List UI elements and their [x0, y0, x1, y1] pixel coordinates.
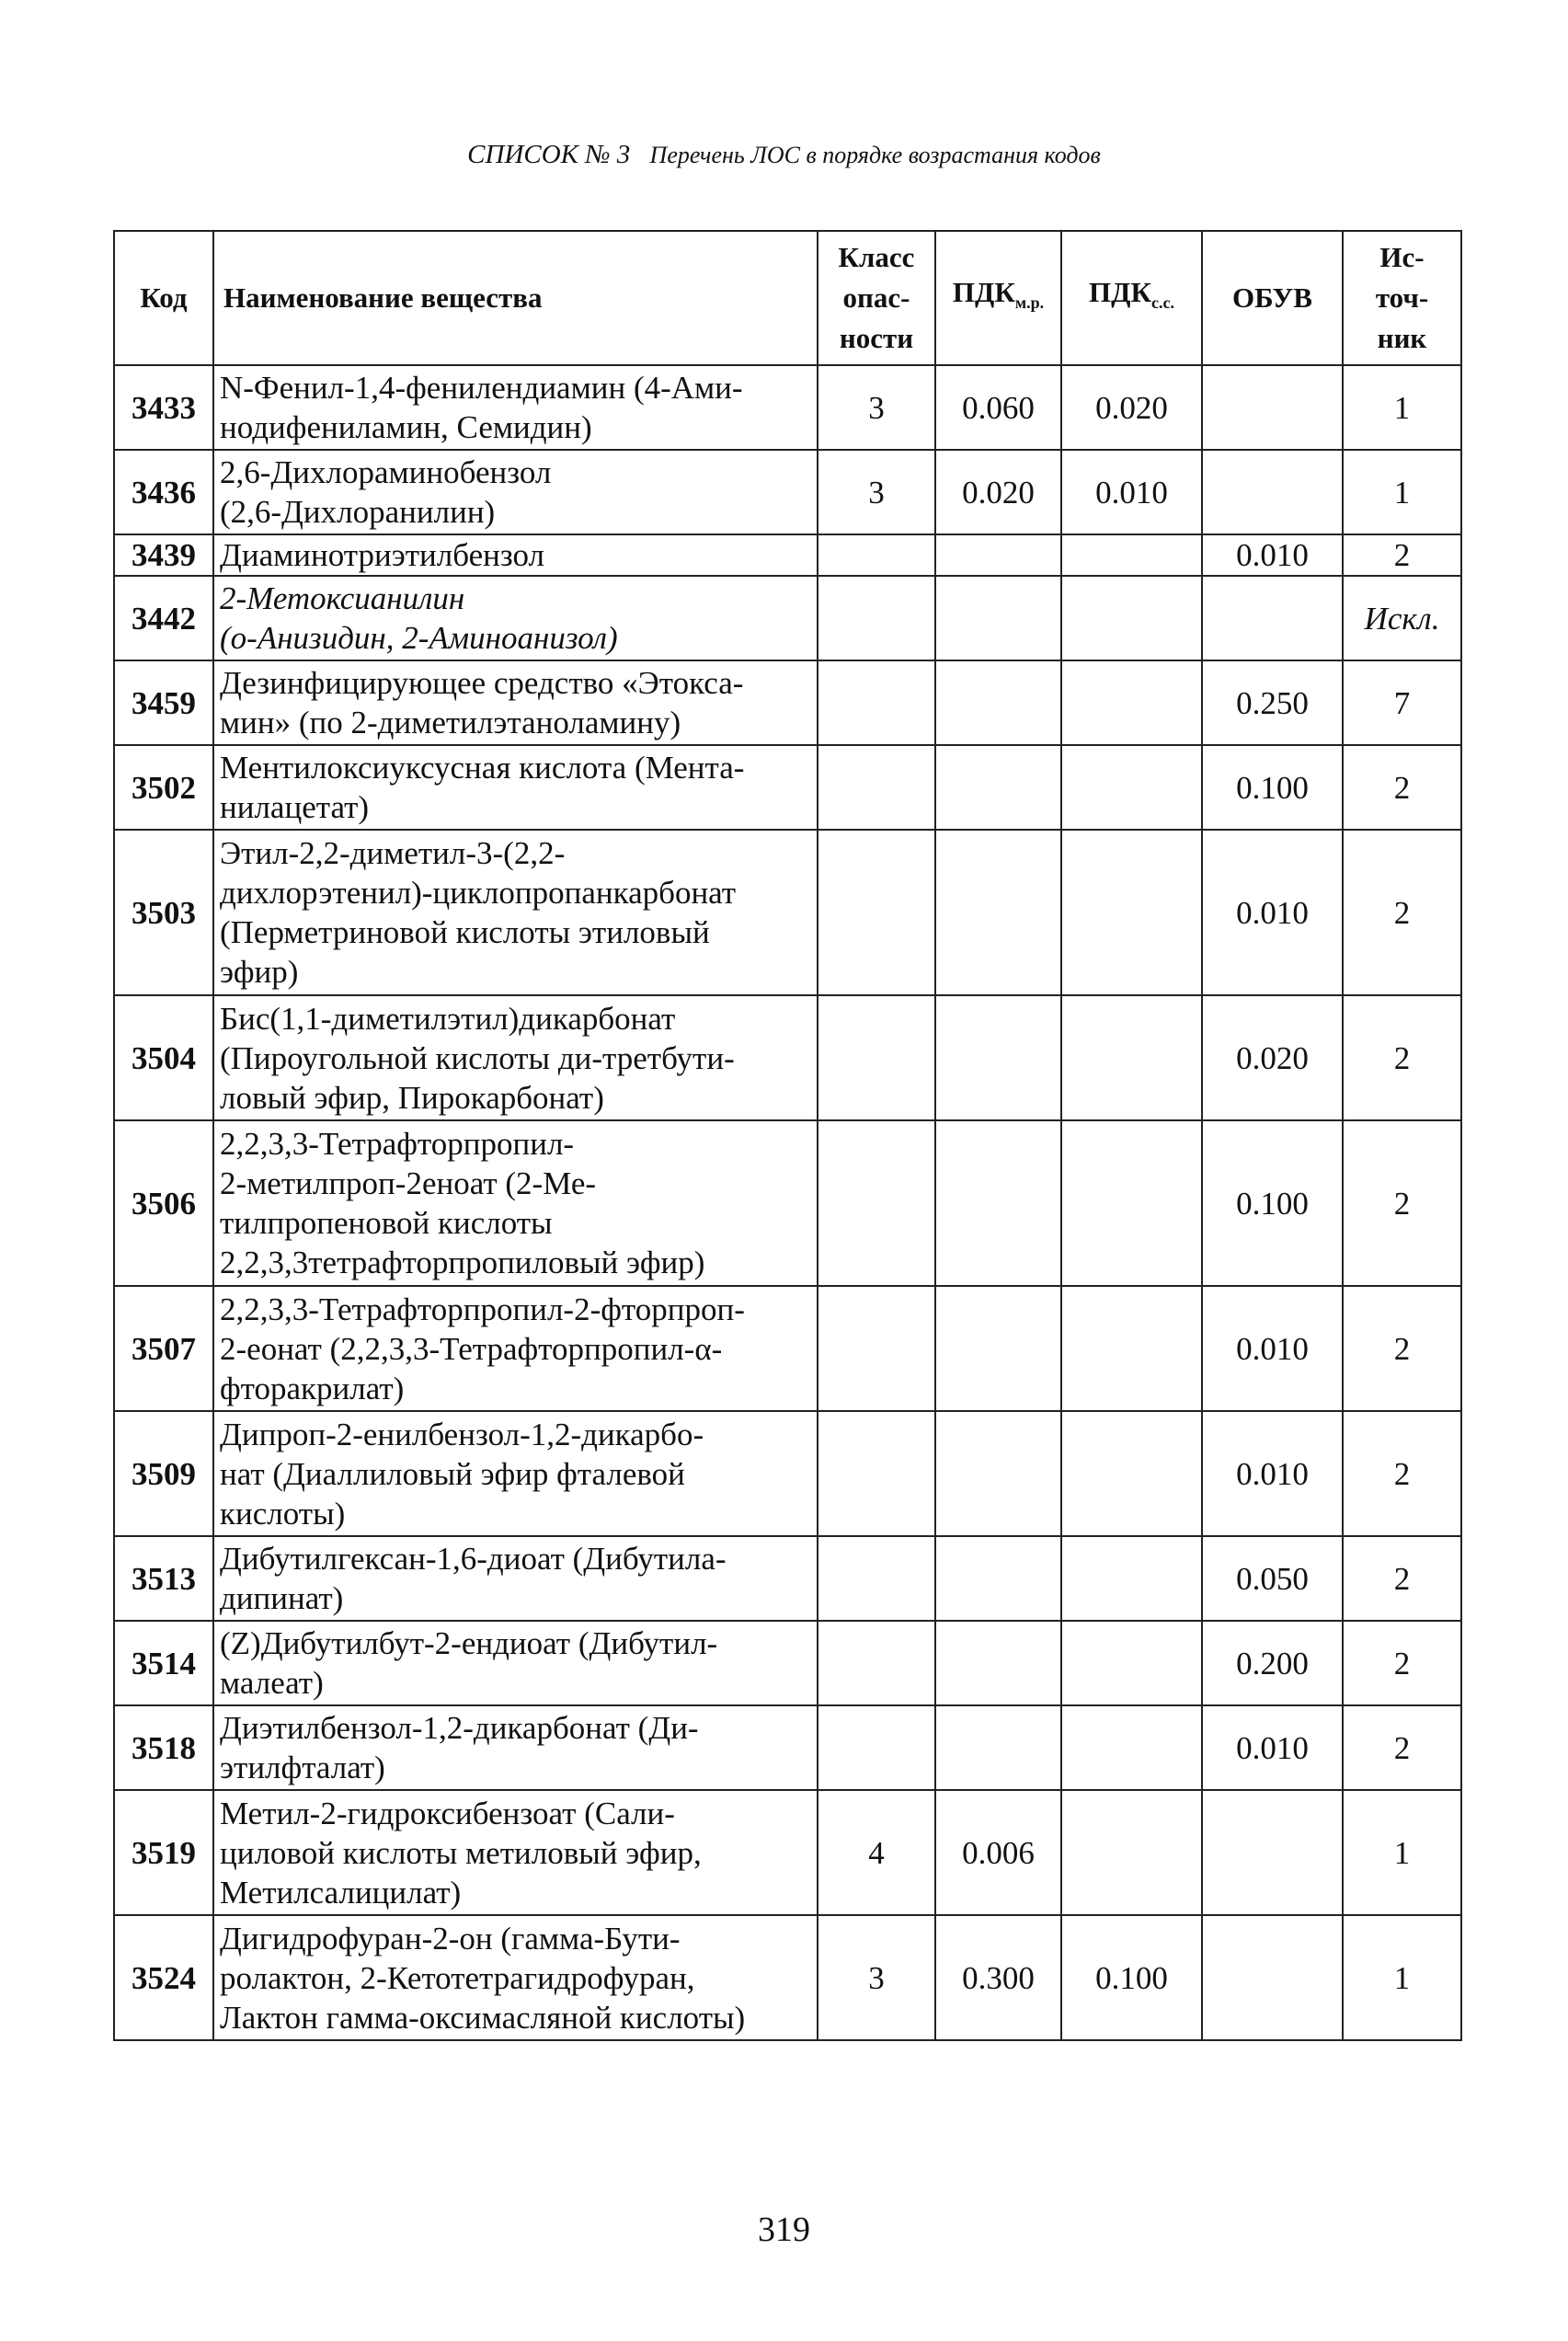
cell-hazard-class — [818, 1120, 935, 1286]
cell-pdk-mr — [935, 1536, 1061, 1621]
cell-source: 7 — [1343, 660, 1461, 745]
cell-code: 3519 — [114, 1790, 213, 1915]
cell-pdk-mr — [935, 995, 1061, 1120]
cell-pdk-mr: 0.300 — [935, 1915, 1061, 2040]
cell-name-line: 2-еонат (2,2,3,3-Тетрафторпропил-α- — [220, 1330, 723, 1367]
cell-name-line: 2,6-Дихлораминобензол — [220, 454, 552, 490]
header-pdk-ss-label: ПДК — [1089, 276, 1151, 309]
cell-pdk-ss — [1061, 830, 1202, 995]
page-number: 319 — [758, 2210, 810, 2249]
cell-name-line: фторакрилат) — [220, 1370, 405, 1406]
cell-name-line: Метил-2-гидроксибензоат (Сали- — [220, 1795, 675, 1831]
cell-obuv: 0.010 — [1202, 534, 1343, 576]
cell-name-line: (Пироугольной кислоты ди-третбути- — [220, 1039, 735, 1076]
table-row — [114, 1286, 1461, 1411]
cell-pdk-mr — [935, 1411, 1061, 1536]
cell-name-line: Лактон гамма-оксимасляной кислоты) — [220, 1999, 746, 2036]
cell-pdk-mr — [935, 830, 1061, 995]
cell-hazard-class: 3 — [818, 365, 935, 450]
cell-name — [213, 745, 818, 830]
cell-name-line: Метилсалицилат) — [220, 1874, 462, 1911]
header-code: Код — [114, 231, 213, 365]
cell-source: 1 — [1343, 1915, 1461, 2040]
cell-pdk-mr: 0.020 — [935, 450, 1061, 534]
cell-name — [213, 576, 818, 660]
table-row — [114, 1621, 1461, 1705]
cell-pdk-ss — [1061, 1705, 1202, 1790]
cell-name-line: (Перметриновой кислоты этиловый — [220, 914, 710, 950]
cell-obuv: 0.100 — [1202, 1120, 1343, 1286]
cell-name — [213, 1120, 818, 1286]
cell-source: 1 — [1343, 450, 1461, 534]
cell-name-line: 2-метилпроп-2еноат (2-Ме- — [220, 1165, 597, 1201]
cell-pdk-mr — [935, 660, 1061, 745]
cell-name — [213, 1705, 818, 1790]
header-pdk-mr-label: ПДК — [952, 276, 1015, 309]
cell-pdk-mr — [935, 1621, 1061, 1705]
cell-name-line: 2,2,3,3тетрафторпропиловый эфир) — [220, 1245, 705, 1280]
cell-name-line: ролактон, 2-Кетотетрагидрофуран, — [220, 1959, 695, 1996]
table-row — [114, 1536, 1461, 1621]
cell-name-line: 2,2,3,3-Тетрафторпропил-2-фторпроп- — [220, 1291, 745, 1327]
cell-hazard-class — [818, 1621, 935, 1705]
cell-code: 3433 — [114, 365, 213, 450]
cell-name-line: ловый эфир, Пирокарбонат) — [220, 1079, 604, 1116]
cell-code: 3514 — [114, 1621, 213, 1705]
cell-code: 3524 — [114, 1915, 213, 2040]
cell-pdk-mr: 0.060 — [935, 365, 1061, 450]
cell-pdk-ss — [1061, 660, 1202, 745]
cell-name-line: Дипроп-2-енилбензол-1,2-дикарбо- — [220, 1416, 704, 1452]
cell-pdk-ss — [1061, 1120, 1202, 1286]
cell-name-line: Диаминотриэтилбензол — [220, 537, 544, 573]
substances-table — [113, 230, 1462, 2041]
cell-source: 2 — [1343, 745, 1461, 830]
cell-source: 1 — [1343, 365, 1461, 450]
cell-code: 3459 — [114, 660, 213, 745]
cell-hazard-class — [818, 745, 935, 830]
cell-name-line: эфир) — [220, 954, 299, 990]
cell-source: 2 — [1343, 995, 1461, 1120]
header-hazard-line: Класс — [838, 241, 915, 273]
table-row — [114, 830, 1461, 995]
cell-code: 3506 — [114, 1120, 213, 1286]
cell-code: 3513 — [114, 1536, 213, 1621]
cell-name — [213, 534, 818, 576]
cell-source: 2 — [1343, 1536, 1461, 1621]
cell-hazard-class — [818, 1411, 935, 1536]
table-row — [114, 995, 1461, 1120]
cell-name — [213, 1286, 818, 1411]
cell-name-line: Дезинфицирующее средство «Этокса- — [220, 665, 744, 701]
header-pdk-ss-sub: с.с. — [1150, 293, 1174, 313]
table-row — [114, 1790, 1461, 1915]
cell-name — [213, 1621, 818, 1705]
cell-source: 1 — [1343, 1790, 1461, 1915]
cell-code: 3507 — [114, 1286, 213, 1411]
cell-name-line: этилфталат) — [220, 1750, 385, 1785]
cell-pdk-ss — [1061, 576, 1202, 660]
cell-pdk-mr — [935, 1120, 1061, 1286]
cell-name — [213, 830, 818, 995]
cell-code: 3442 — [114, 576, 213, 660]
cell-name-line: дихлорэтенил)-циклопропанкарбонат — [220, 875, 737, 911]
cell-name-line: Этил-2,2-диметил-3-(2,2- — [220, 835, 566, 871]
table-row — [114, 365, 1461, 450]
cell-code: 3509 — [114, 1411, 213, 1536]
table-row — [114, 1411, 1461, 1536]
cell-name — [213, 1915, 818, 2040]
cell-pdk-ss: 0.100 — [1061, 1915, 1202, 2040]
cell-name-line: 2,2,3,3-Тетрафторпропил- — [220, 1126, 575, 1162]
cell-pdk-ss: 0.010 — [1061, 450, 1202, 534]
cell-name — [213, 995, 818, 1120]
header-source-line: точ- — [1375, 281, 1429, 314]
cell-hazard-class — [818, 576, 935, 660]
cell-name-line: Дибутилгексан-1,6-диоат (Дибутила- — [220, 1541, 727, 1577]
cell-name-line: мин» (по 2-диметилэтаноламину) — [220, 705, 681, 740]
cell-name-line: дипинат) — [220, 1580, 344, 1616]
cell-name-line: малеат) — [220, 1665, 324, 1701]
header-hazard-line: опас- — [842, 281, 910, 314]
cell-pdk-mr — [935, 1705, 1061, 1790]
header-source — [1343, 231, 1461, 365]
cell-source: 2 — [1343, 1705, 1461, 1790]
cell-pdk-ss — [1061, 745, 1202, 830]
cell-name-line: 2-Метоксианилин — [220, 580, 465, 616]
cell-pdk-mr: 0.006 — [935, 1790, 1061, 1915]
cell-source: 2 — [1343, 534, 1461, 576]
cell-code: 3504 — [114, 995, 213, 1120]
cell-obuv: 0.200 — [1202, 1621, 1343, 1705]
header-pdk-mr — [935, 231, 1061, 365]
cell-obuv — [1202, 1915, 1343, 2040]
cell-obuv — [1202, 365, 1343, 450]
cell-name-line: (2,6-Дихлоранилин) — [220, 494, 496, 530]
cell-name — [213, 365, 818, 450]
cell-code: 3518 — [114, 1705, 213, 1790]
cell-code: 3503 — [114, 830, 213, 995]
table-row — [114, 534, 1461, 576]
cell-obuv: 0.010 — [1202, 1411, 1343, 1536]
header-obuv: ОБУВ — [1202, 231, 1343, 365]
cell-name — [213, 450, 818, 534]
cell-obuv: 0.050 — [1202, 1536, 1343, 1621]
cell-pdk-mr — [935, 576, 1061, 660]
table-header-row — [114, 231, 1461, 365]
table-row — [114, 450, 1461, 534]
cell-name-line: нат (Диаллиловый эфир фталевой — [220, 1455, 685, 1492]
header-pdk-mr-sub: м.р. — [1014, 293, 1045, 313]
cell-code: 3439 — [114, 534, 213, 576]
cell-name — [213, 1536, 818, 1621]
cell-name — [213, 660, 818, 745]
cell-name-line: (о-Анизидин, 2-Аминоанизол) — [220, 620, 618, 656]
cell-hazard-class — [818, 1286, 935, 1411]
cell-name-line: Дигидрофуран-2-он (гамма-Бути- — [220, 1920, 681, 1957]
header-source-line: ник — [1377, 322, 1427, 354]
cell-code: 3436 — [114, 450, 213, 534]
cell-hazard-class: 4 — [818, 1790, 935, 1915]
cell-pdk-ss — [1061, 534, 1202, 576]
cell-hazard-class — [818, 1705, 935, 1790]
cell-name — [213, 1411, 818, 1536]
cell-obuv: 0.020 — [1202, 995, 1343, 1120]
cell-pdk-ss — [1061, 1411, 1202, 1536]
cell-pdk-ss — [1061, 1286, 1202, 1411]
table-row — [114, 1915, 1461, 2040]
cell-hazard-class — [818, 660, 935, 745]
cell-hazard-class: 3 — [818, 450, 935, 534]
cell-name-line: тилпропеновой кислоты — [220, 1205, 553, 1241]
cell-pdk-mr — [935, 534, 1061, 576]
header-source-line: Ис- — [1379, 241, 1425, 273]
cell-pdk-mr — [935, 1286, 1061, 1411]
cell-name-line: нодифениламин, Семидин) — [220, 409, 592, 445]
header-hazard-line: ности — [839, 322, 914, 354]
table-row — [114, 1120, 1461, 1286]
cell-source: 2 — [1343, 1120, 1461, 1286]
cell-name-line: (Z)Дибутилбут-2-ендиоат (Дибутил- — [220, 1625, 718, 1661]
cell-source: 2 — [1343, 1286, 1461, 1411]
caption-list-number: СПИСОК № 3 — [467, 140, 631, 169]
cell-hazard-class — [818, 534, 935, 576]
cell-name-line: циловой кислоты метиловый эфир, — [220, 1834, 702, 1871]
cell-hazard-class: 3 — [818, 1915, 935, 2040]
cell-obuv: 0.010 — [1202, 830, 1343, 995]
cell-source: Искл. — [1343, 576, 1461, 660]
cell-pdk-ss — [1061, 1621, 1202, 1705]
table-row — [114, 745, 1461, 830]
cell-name-line: Диэтилбензол-1,2-дикарбонат (Ди- — [220, 1710, 699, 1746]
cell-hazard-class — [818, 995, 935, 1120]
cell-obuv: 0.250 — [1202, 660, 1343, 745]
cell-code: 3502 — [114, 745, 213, 830]
cell-source: 2 — [1343, 1411, 1461, 1536]
cell-name-line: N-Фенил-1,4-фенилендиамин (4-Ами- — [220, 370, 743, 406]
cell-source: 2 — [1343, 830, 1461, 995]
cell-name-line: Бис(1,1-диметилэтил)дикарбонат — [220, 1000, 676, 1037]
table-row — [114, 576, 1461, 660]
header-pdk-ss — [1061, 231, 1202, 365]
header-name: Наименование вещества — [213, 231, 818, 365]
cell-name-line: кислоты) — [220, 1495, 346, 1532]
table-row — [114, 1705, 1461, 1790]
cell-obuv: 0.100 — [1202, 745, 1343, 830]
cell-obuv — [1202, 1790, 1343, 1915]
cell-pdk-mr — [935, 745, 1061, 830]
cell-obuv: 0.010 — [1202, 1705, 1343, 1790]
table-row — [114, 660, 1461, 745]
cell-hazard-class — [818, 830, 935, 995]
cell-name-line: Ментилоксиуксусная кислота (Мента- — [220, 750, 745, 786]
cell-obuv — [1202, 450, 1343, 534]
cell-obuv: 0.010 — [1202, 1286, 1343, 1411]
cell-name-line: нилацетат) — [220, 789, 370, 825]
cell-pdk-ss: 0.020 — [1061, 365, 1202, 450]
page-caption — [0, 140, 1568, 170]
cell-hazard-class — [818, 1536, 935, 1621]
cell-source: 2 — [1343, 1621, 1461, 1705]
cell-pdk-ss — [1061, 1790, 1202, 1915]
cell-name — [213, 1790, 818, 1915]
caption-title: Перечень ЛОС в порядке возрастания кодов — [649, 142, 1101, 168]
cell-pdk-ss — [1061, 1536, 1202, 1621]
header-hazard-class — [818, 231, 935, 365]
cell-obuv — [1202, 576, 1343, 660]
cell-pdk-ss — [1061, 995, 1202, 1120]
